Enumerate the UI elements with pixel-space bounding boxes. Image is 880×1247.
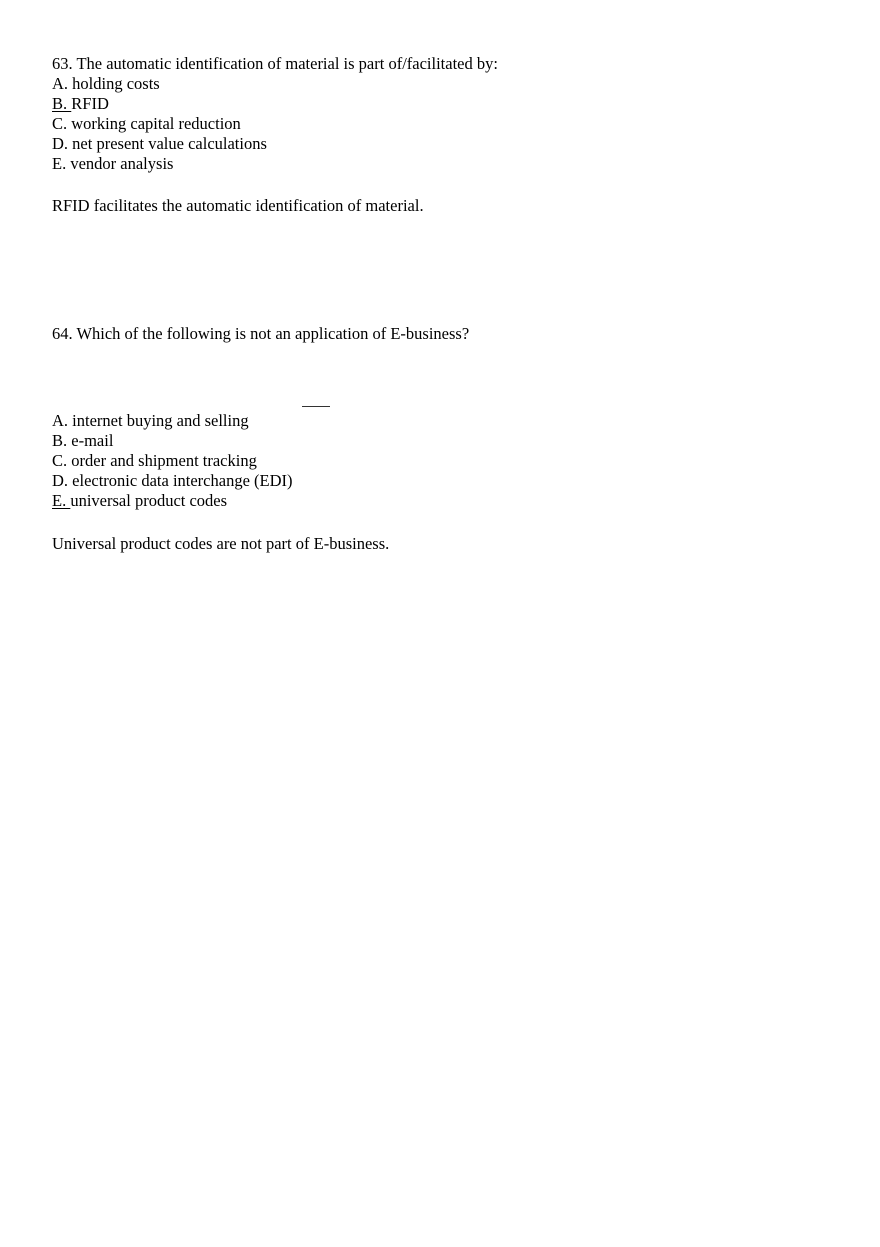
question-64-stem [52, 324, 832, 344]
option-letter-correct: B. [52, 94, 72, 113]
option-d [52, 471, 832, 491]
option-letter: C. [52, 451, 68, 470]
question-64-options [52, 411, 832, 511]
option-a [52, 74, 832, 94]
option-letter: C. [52, 114, 68, 133]
option-letter: D. [52, 134, 69, 153]
option-text: electronic data interchange (EDI) [68, 471, 293, 490]
question-63 [52, 54, 832, 174]
option-e-correct [52, 491, 832, 511]
option-letter: B. [52, 431, 68, 450]
option-text: internet buying and selling [68, 411, 249, 430]
option-text: order and shipment tracking [67, 451, 257, 470]
option-letter: E. [52, 154, 67, 173]
option-e [52, 154, 832, 174]
option-letter: D. [52, 471, 69, 490]
option-b [52, 431, 832, 451]
option-text: universal product codes [70, 491, 228, 510]
option-text: e-mail [67, 431, 114, 450]
option-letter: A. [52, 411, 69, 430]
option-c [52, 114, 832, 134]
question-stem: 63. The automatic identification of material is part of/facilitated by: [52, 54, 498, 73]
option-b-correct [52, 94, 832, 114]
option-text: holding costs [68, 74, 160, 93]
option-c [52, 451, 832, 471]
question-stem: 64. Which of the following is not an application of E-business? [52, 324, 470, 343]
option-text: RFID [71, 94, 109, 113]
option-letter-correct: E. [52, 491, 71, 510]
option-text: net present value calculations [68, 134, 267, 153]
explanation-64: Universal product codes are not part of E-business. [52, 534, 390, 553]
explanation-63: RFID facilitates the automatic identification of material. [52, 196, 424, 215]
option-d [52, 134, 832, 154]
option-text: vendor analysis [66, 154, 174, 173]
blank-line-mark [302, 406, 330, 407]
option-text: working capital reduction [67, 114, 241, 133]
option-letter: A. [52, 74, 69, 93]
option-a [52, 411, 832, 431]
